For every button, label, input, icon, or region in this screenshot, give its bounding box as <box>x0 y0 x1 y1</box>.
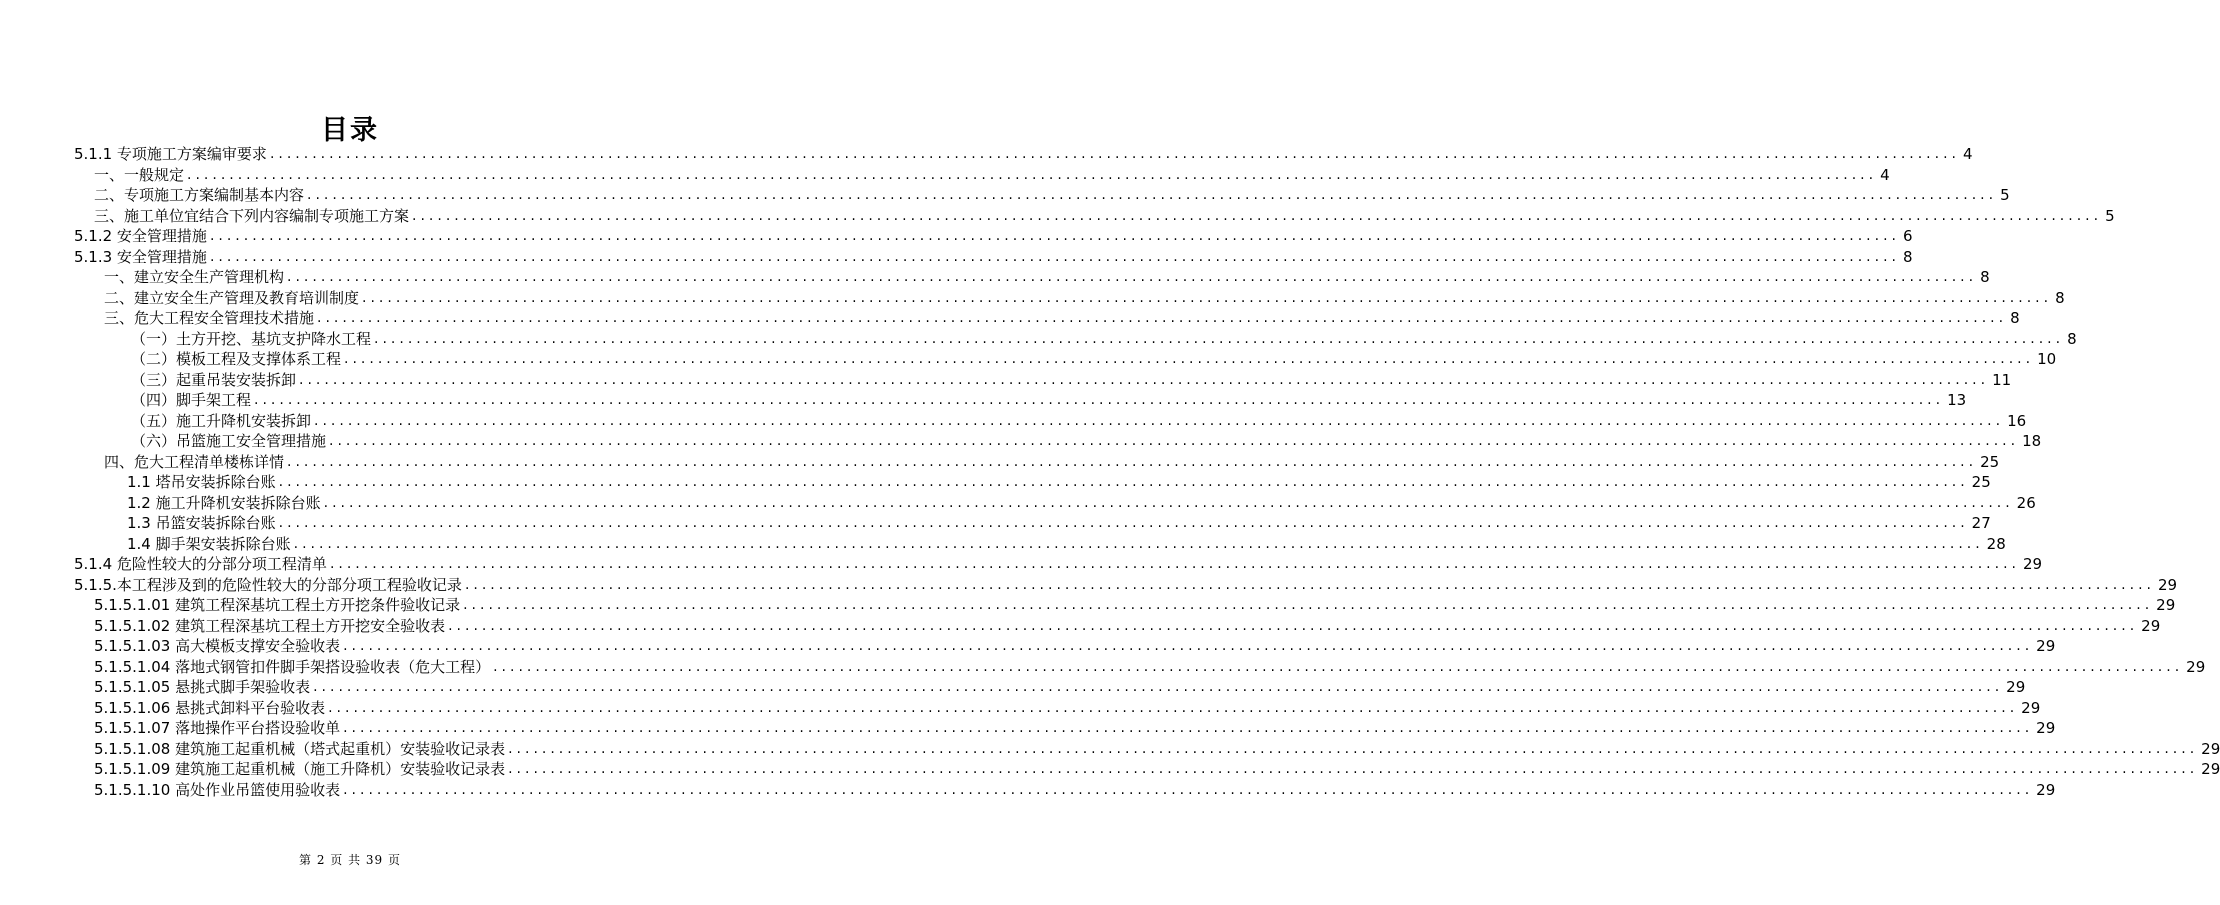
toc-entry[interactable] <box>94 677 2026 698</box>
toc-leader-dots: ........................................................................................................................................................................................................ <box>209 228 1900 244</box>
toc-entry-page: 16 <box>2007 411 2027 430</box>
toc-leader-dots: ........................................................................................................................................................................................................ <box>323 494 2014 511</box>
toc-entry-label: 5.1.5.1.02 建筑工程深基坑工程土方开挖安全验收表 <box>94 616 446 635</box>
toc-entry-label: （四）脚手架工程 <box>131 391 252 409</box>
toc-entry[interactable] <box>94 616 2161 637</box>
toc-entry-label: （三）起重吊装安装拆卸 <box>131 370 297 389</box>
toc-entry-page: 4 <box>1962 145 1973 163</box>
toc-leader-dots: ........................................................................................................................................................................................................ <box>508 761 2199 777</box>
toc-entry-page: 26 <box>2016 493 2036 512</box>
toc-entry-page: 8 <box>2055 288 2065 307</box>
toc-entry-label: 1.2 施工升降机安装拆除台账 <box>127 493 321 512</box>
toc-entry-page: 29 <box>2036 719 2056 737</box>
toc-entry[interactable] <box>94 185 2010 206</box>
toc-entry-label: （一）土方开挖、基坑支护降水工程 <box>131 329 372 348</box>
toc-leader-dots: ........................................................................................................................................................................................................ <box>343 638 2034 654</box>
toc-entry-label: 5.1.4 危险性较大的分部分项工程清单 <box>74 555 327 573</box>
toc-entry-page: 29 <box>2141 616 2161 635</box>
toc-entry-label: 5.1.5.本工程涉及到的危险性较大的分部分项工程验收记录 <box>74 575 462 594</box>
toc-entry-label: 三、施工单位宜结合下列内容编制专项施工方案 <box>94 206 410 225</box>
toc-leader-dots: ........................................................................................................................................................................................................ <box>254 392 1945 408</box>
toc-leader-dots: ........................................................................................................................................................................................................ <box>307 187 1998 203</box>
toc-leader-dots: ........................................................................................................................................................................................................ <box>314 412 2005 429</box>
toc-entry[interactable] <box>94 206 2115 227</box>
toc-entry-label: 一、建立安全生产管理机构 <box>104 268 285 286</box>
toc-leader-dots: ........................................................................................................................................................................................................ <box>448 617 2139 634</box>
toc-leader-dots: ........................................................................................................................................................................................................ <box>463 597 2154 613</box>
toc-entry-label: 5.1.5.1.04 落地式钢管扣件脚手架搭设验收表（危大工程） <box>94 657 491 676</box>
toc-title: 目录 <box>321 115 379 146</box>
toc-entry-page: 25 <box>1971 473 1991 491</box>
toc-entry-label: 5.1.5.1.05 悬挑式脚手架验收表 <box>94 678 311 696</box>
toc-entry-page: 8 <box>2067 329 2077 348</box>
toc-entry-page: 29 <box>2186 657 2206 676</box>
toc-leader-dots: ........................................................................................................................................................................................................ <box>329 433 2020 449</box>
toc-entry-label: 5.1.3 安全管理措施 <box>74 247 207 266</box>
toc-entry[interactable] <box>94 657 2206 678</box>
toc-entry-page: 25 <box>1980 452 2000 471</box>
toc-entry-label: （六）吊篮施工安全管理措施 <box>131 432 327 450</box>
toc-entry[interactable] <box>94 780 2056 801</box>
toc-entry-label: 四、危大工程清单楼栋详情 <box>104 452 285 471</box>
toc-entry-page: 5 <box>2000 186 2010 204</box>
toc-leader-dots: ........................................................................................................................................................................................................ <box>293 535 1984 552</box>
toc-entry-page: 29 <box>2022 555 2043 573</box>
toc-leader-dots: ........................................................................................................................................................................................................ <box>344 351 2035 367</box>
toc-leader-dots: ........................................................................................................................................................................................................ <box>313 679 2004 695</box>
toc-entry[interactable] <box>104 288 2065 309</box>
toc-leader-dots: ........................................................................................................................................................................................................ <box>187 166 1878 183</box>
toc-entry-label: 5.1.5.1.08 建筑施工起重机械（塔式起重机）安装验收记录表 <box>94 739 506 758</box>
toc-entry-page: 6 <box>1902 227 1913 245</box>
toc-leader-dots: ........................................................................................................................................................................................................ <box>329 556 2020 572</box>
toc-entry-page: 29 <box>2006 678 2026 696</box>
toc-entry-page: 29 <box>2021 698 2041 717</box>
toc-entry[interactable] <box>131 349 2057 370</box>
toc-entry-page: 29 <box>2201 760 2220 778</box>
toc-entry[interactable] <box>127 534 2006 555</box>
toc-entry-label: 5.1.5.1.07 落地操作平台搭设验收单 <box>94 719 341 737</box>
toc-entry-label: 5.1.5.1.03 高大模板支撑安全验收表 <box>94 637 341 655</box>
toc-leader-dots: ........................................................................................................................................................................................................ <box>493 658 2184 675</box>
toc-entry-label: 一、一般规定 <box>94 165 185 184</box>
toc-leader-dots: ........................................................................................................................................................................................................ <box>278 474 1969 490</box>
toc-entry[interactable] <box>94 698 2041 719</box>
toc-entry-page: 10 <box>2037 350 2057 368</box>
toc-entry-label: 5.1.1 专项施工方案编审要求 <box>74 145 267 163</box>
toc-entry-page: 29 <box>2036 637 2056 655</box>
toc-entry-page: 8 <box>1980 268 1990 286</box>
toc-leader-dots: ........................................................................................................................................................................................................ <box>343 781 2034 798</box>
toc-entry-label: （五）施工升降机安装拆卸 <box>131 411 312 430</box>
toc-entry-page: 29 <box>2157 575 2178 594</box>
toc-leader-dots: ........................................................................................................................................................................................................ <box>508 740 2199 757</box>
toc-entry-page: 29 <box>2156 596 2176 614</box>
toc-entry-label: 5.1.5.1.09 建筑施工起重机械（施工升降机）安装验收记录表 <box>94 760 506 778</box>
toc-leader-dots: ........................................................................................................................................................................................................ <box>374 330 2065 347</box>
toc-leader-dots: ........................................................................................................................................................................................................ <box>299 371 1990 388</box>
toc-leader-dots: ........................................................................................................................................................................................................ <box>343 720 2034 736</box>
toc-entry[interactable] <box>131 390 1967 411</box>
toc-entry-label: （二）模板工程及支撑体系工程 <box>131 350 342 368</box>
toc-leader-dots: ........................................................................................................................................................................................................ <box>287 453 1978 470</box>
toc-entry-label: 5.1.5.1.10 高处作业吊篮使用验收表 <box>94 780 341 799</box>
toc-entry-page: 18 <box>2022 432 2042 450</box>
toc-entry-label: 1.3 吊篮安装拆除台账 <box>127 514 276 532</box>
toc-entry[interactable] <box>131 431 2042 452</box>
toc-entry[interactable] <box>94 636 2056 657</box>
toc-entry-page: 8 <box>1902 247 1913 266</box>
toc-entry-page: 28 <box>1986 534 2006 553</box>
toc-entry[interactable] <box>74 226 1913 247</box>
toc-entry-page: 4 <box>1880 165 1890 184</box>
toc-entry-page: 8 <box>2010 309 2020 327</box>
toc-entry[interactable] <box>94 739 2220 760</box>
toc-entry[interactable] <box>127 472 1991 493</box>
toc-entry[interactable] <box>94 595 2176 616</box>
toc-entry-label: 5.1.2 安全管理措施 <box>74 227 207 245</box>
toc-entry-page: 13 <box>1947 391 1967 409</box>
toc-leader-dots: ........................................................................................................................................................................................................ <box>287 269 1978 285</box>
toc-leader-dots: ........................................................................................................................................................................................................ <box>412 207 2103 224</box>
toc-leader-dots: ........................................................................................................................................................................................................ <box>278 515 1969 531</box>
toc-entry[interactable] <box>94 718 2056 739</box>
toc-entry[interactable] <box>74 575 2178 596</box>
toc-entry[interactable] <box>94 165 1890 186</box>
toc-entry[interactable] <box>104 267 1990 288</box>
page-footer: 第 2 页 共 39 页 <box>299 853 401 867</box>
toc-entry[interactable] <box>74 247 1913 268</box>
toc-leader-dots: ........................................................................................................................................................................................................ <box>269 146 1960 162</box>
toc-entry-label: 1.4 脚手架安装拆除台账 <box>127 534 291 553</box>
toc-entry-page: 29 <box>2201 739 2220 758</box>
toc-entry[interactable] <box>104 308 2020 329</box>
toc-entry-label: 二、建立安全生产管理及教育培训制度 <box>104 288 360 307</box>
toc-entry[interactable] <box>131 411 2027 432</box>
toc-entry-label: 二、专项施工方案编制基本内容 <box>94 186 305 204</box>
toc-leader-dots: ........................................................................................................................................................................................................ <box>317 310 2008 326</box>
toc-leader-dots: ........................................................................................................................................................................................................ <box>362 289 2053 306</box>
toc-entry[interactable] <box>127 513 1991 534</box>
toc-entry[interactable] <box>104 452 2000 473</box>
toc-entry-page: 11 <box>1992 370 2012 389</box>
toc-entry[interactable] <box>127 493 2036 514</box>
toc-leader-dots: ........................................................................................................................................................................................................ <box>464 576 2155 593</box>
toc-entry[interactable] <box>131 329 2077 350</box>
toc-entry-label: 1.1 塔吊安装拆除台账 <box>127 473 276 491</box>
toc-entry-page: 27 <box>1971 514 1991 532</box>
toc-entry[interactable] <box>94 759 2220 780</box>
toc-entry-page: 5 <box>2105 206 2115 225</box>
toc-entry[interactable] <box>74 554 2043 575</box>
toc-leader-dots: ........................................................................................................................................................................................................ <box>328 699 2019 716</box>
toc-entry[interactable] <box>131 370 2012 391</box>
toc-leader-dots: ........................................................................................................................................................................................................ <box>209 248 1900 265</box>
toc-entry-page: 29 <box>2036 780 2056 799</box>
toc-entry-label: 5.1.5.1.06 悬挑式卸料平台验收表 <box>94 698 326 717</box>
toc-entry-label: 5.1.5.1.01 建筑工程深基坑工程土方开挖条件验收记录 <box>94 596 461 614</box>
toc-entry[interactable] <box>74 144 1973 165</box>
toc-entry-label: 三、危大工程安全管理技术措施 <box>104 309 315 327</box>
